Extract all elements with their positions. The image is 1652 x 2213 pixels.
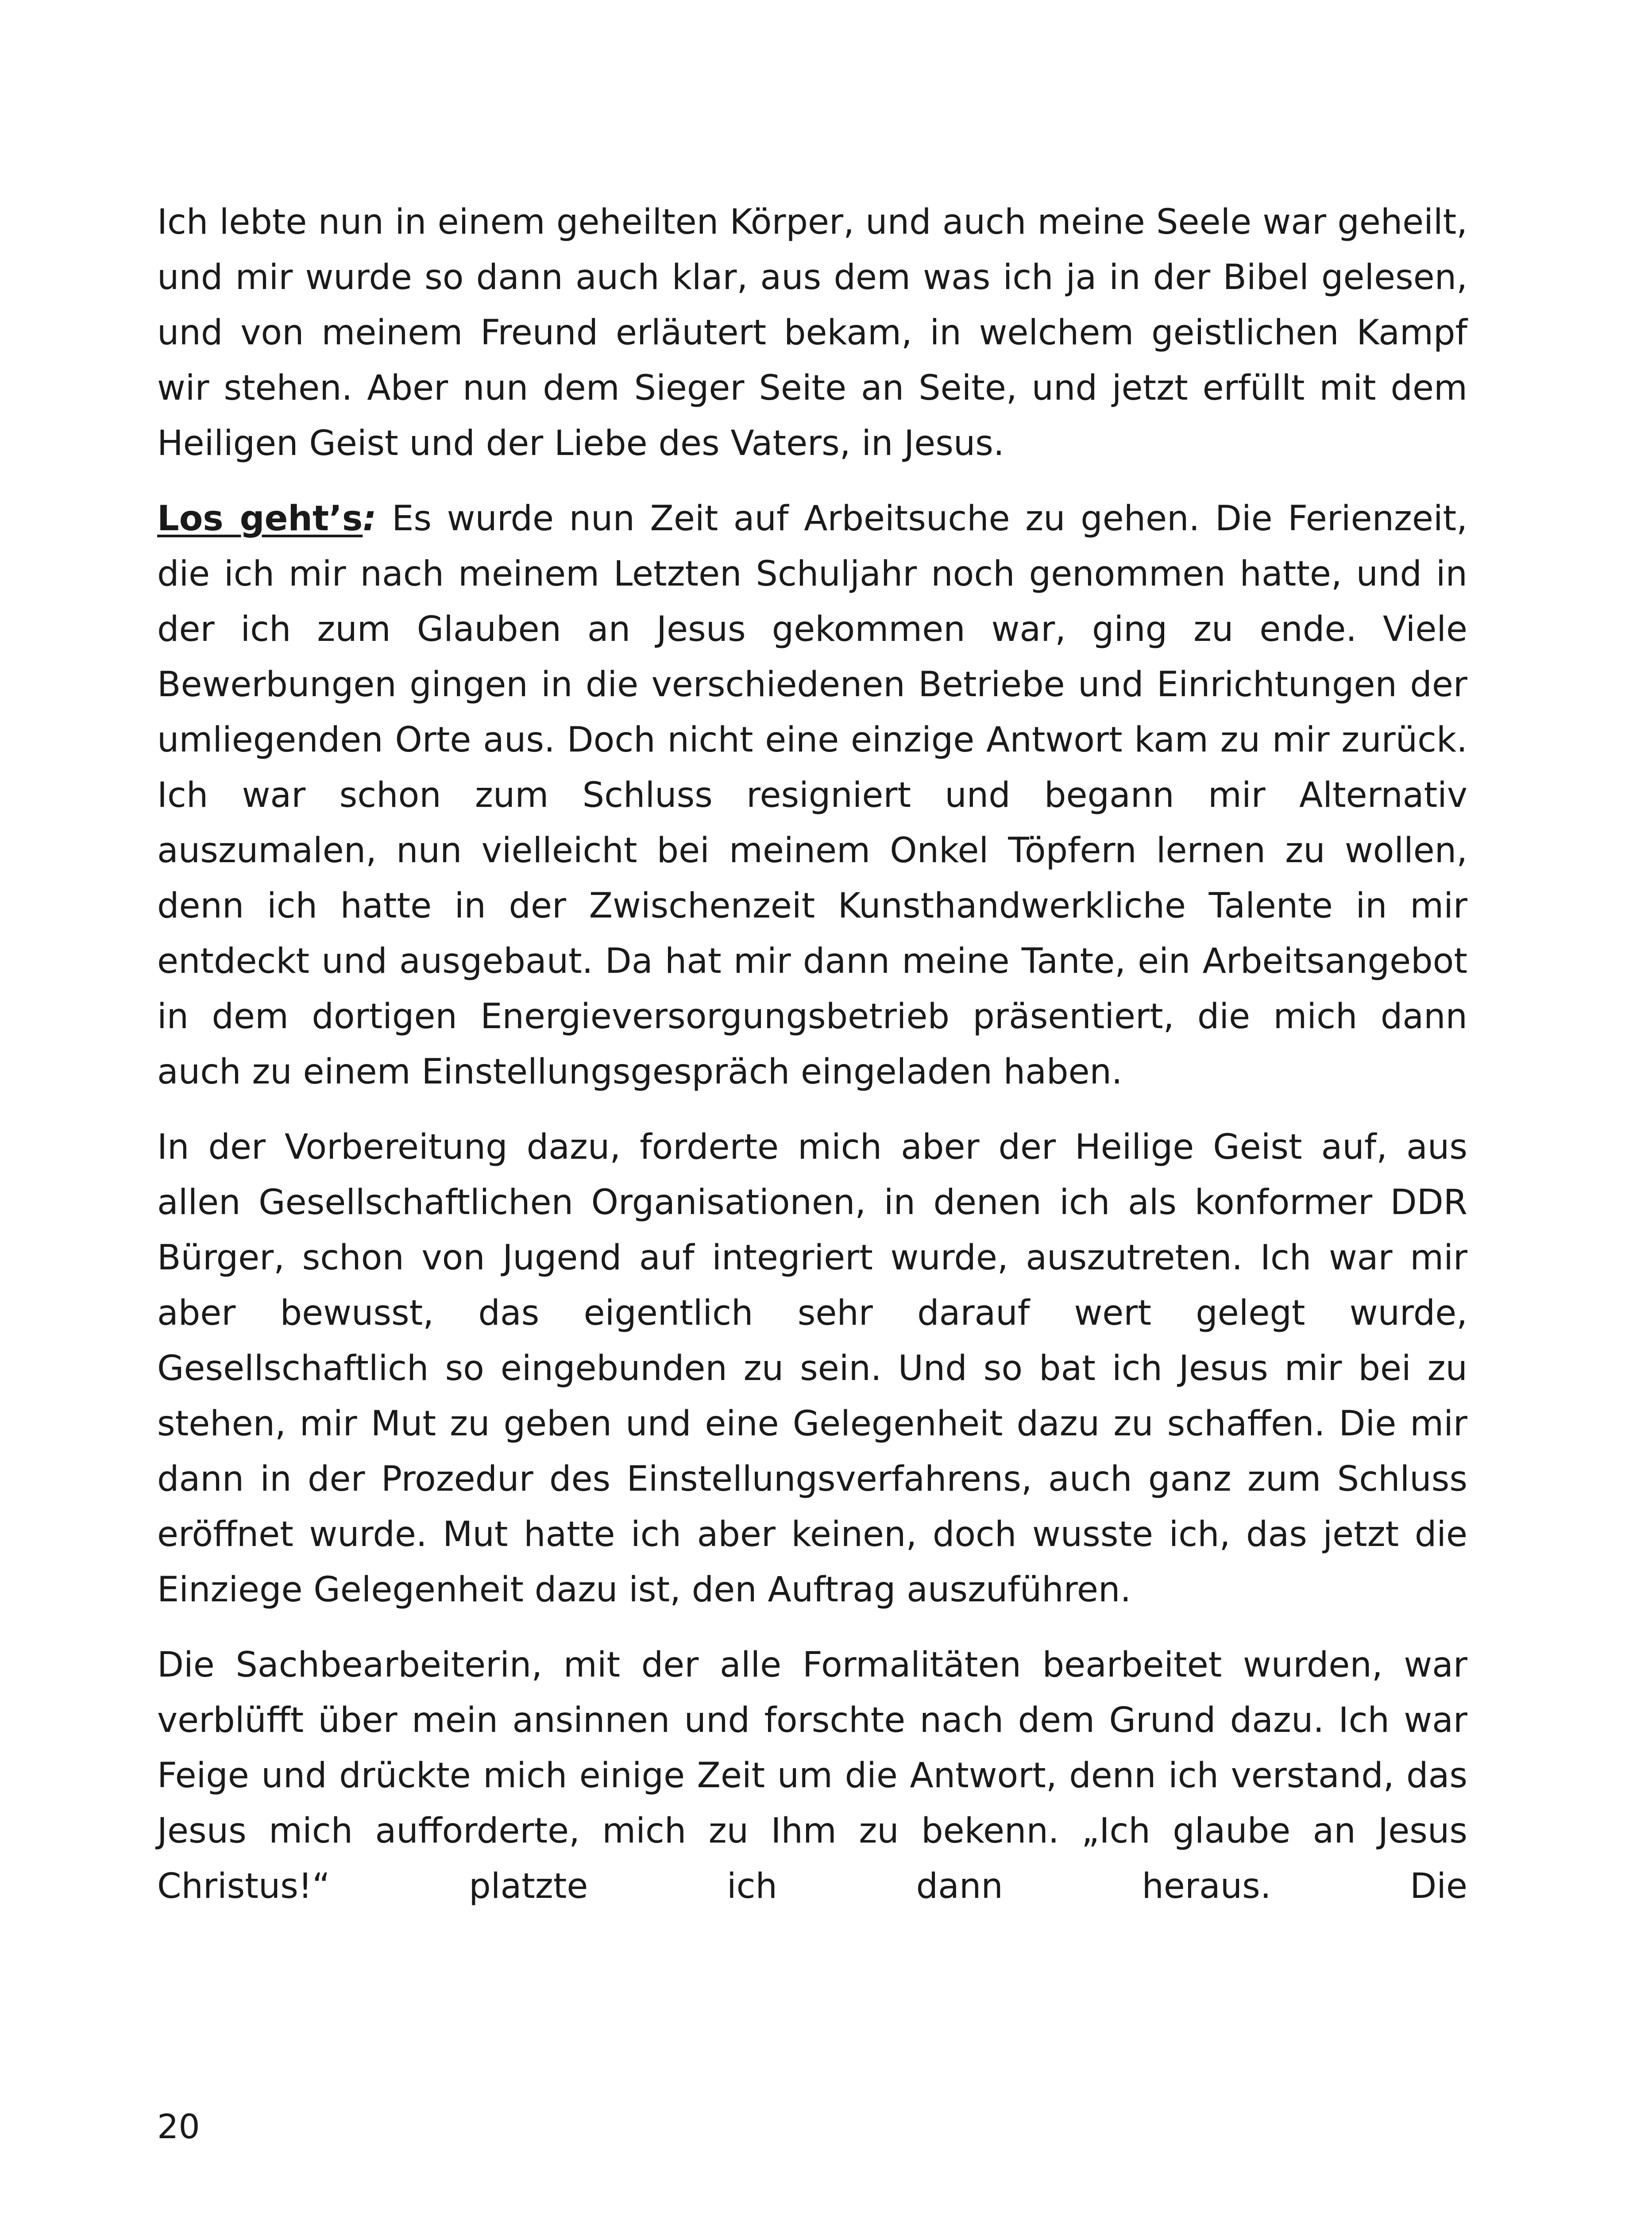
page-number: 20 <box>157 2107 200 2146</box>
paragraph-text: Die Sachbearbeiterin, mit der alle Formalitäten bearbeitet wurden, war verblüfft über mein ansinnen und forschte nach dem Grund dazu. Ich war Feige und drückte mich einige Zeit um die Antwort, denn ich verstand, das Jesus mich aufforderte, mich zu Ihm zu bekenn. „Ich glaube an Jesus Christus!“ platzte ich dann heraus. Die <box>157 1645 1467 1906</box>
paragraph-text: In der Vorbereitung dazu, forderte mich aber der Heilige Geist auf, aus allen Gesellschaftlichen Organisationen, in denen ich als konformer DDR Bürger, schon von Jugend auf integriert wurde, auszutreten. Ich war mir aber bewusst, das eigentlich sehr darauf wert gelegt wurde, Gesellschaftlich so eingebunden zu sein. Und so bat ich Jesus mir bei zu stehen, mir Mut zu geben und eine Gelegenheit dazu zu schaffen. Die mir dann in der Prozedur des Einstellungsverfahrens, auch ganz zum Schluss eröffnet wurde. Mut hatte ich aber keinen, doch wusste ich, das jetzt die Einziege Gelegenheit dazu ist, den Auftrag auszuführen. <box>157 1127 1467 1610</box>
section-heading-colon: : <box>363 499 377 539</box>
section-heading: Los geht’s <box>157 499 363 539</box>
paragraph-text: Ich lebte nun in einem geheilten Körper, und auch meine Seele war geheilt, und mir wurde so dann auch klar, aus dem was ich ja in der Bibel gelesen, und von meinem Freund erläutert bekam, in welchem geistlichen Kampf wir stehen. Aber nun dem Sieger Seite an Seite, und jetzt erfüllt mit dem Heiligen Geist und der Liebe des Vaters, in Jesus. <box>157 202 1467 463</box>
paragraph-confession <box>157 1638 1467 1914</box>
paragraph-job-search <box>157 491 1467 1100</box>
paragraph-text: Es wurde nun Zeit auf Arbeitsuche zu gehen. Die Ferienzeit, die ich mir nach meinem Letzten Schuljahr noch genommen hatte, und in der ich zum Glauben an Jesus gekommen war, ging zu ende. Viele Bewerbungen gingen in die verschiedenen Betriebe und Einrichtungen der umliegenden Orte aus. Doch nicht eine einzige Antwort kam zu mir zurück. Ich war schon zum Schluss resigniert und begann mir Alternativ auszumalen, nun vielleicht bei meinem Onkel Töpfern lernen zu wollen, denn ich hatte in der Zwischenzeit Kunsthandwerkliche Talente in mir entdeckt und ausgebaut. Da hat mir dann meine Tante, ein Arbeitsangebot in dem dortigen Energieversorgungsbetrieb präsentiert, die mich dann auch zu einem Einstellungsgespräch eingeladen haben. <box>157 499 1467 1092</box>
paragraph-healing <box>157 195 1467 471</box>
paragraph-preparation <box>157 1120 1467 1618</box>
page-body <box>157 195 1467 1934</box>
